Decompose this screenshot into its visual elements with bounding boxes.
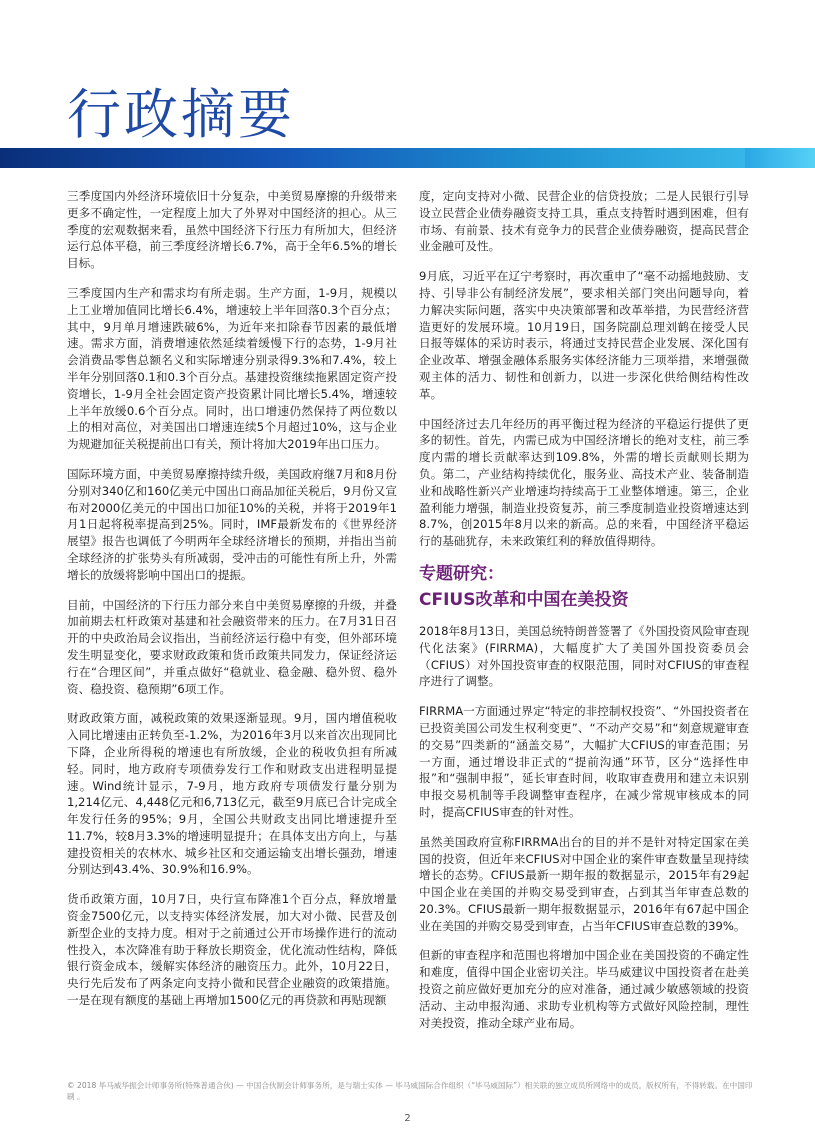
paragraph: 中国经济过去几年经历的再平衡过程为经济的平稳运行提供了更多的韧性。首先，内需已成为中国经济增长的绝对支柱，前三季度内需的增长贡献率达到109.8%，外需的增长贡献则长期为负。第二，产业结构持续优化，服务业、高技术产业、装备制造业和战略性新兴产业增速均持续高于工业整体增速。第三，企业盈利能力增强，制造业投资复苏，前三季度制造业投资增速达到 8.7%，创2015年8月以来的新高。总的来看，中国经济平稳运行的基础犹存，未来政策红利的释放值得期待。 (419, 416, 749, 549)
paragraph: 国际环境方面，中美贸易摩擦持续升级，美国政府继7月和8月份分别对340亿和160亿美元中国出口商品加征关税后，9月份又宣布对2000亿美元的中国出口加征10%的关税，并将于2019年1月1日起将税率提高到25%。同时，IMF最新发布的《世界经济展望》报告也调低了今明两年全球经济增长的预期，并指出当前全球经济的扩张势头有所减弱，受冲击的可能性有所上升，外需增长的放缓将影响中国出口的提振。 (67, 466, 397, 582)
paragraph: 三季度国内生产和需求均有所走弱。生产方面，1-9月，规模以上工业增加值同比增长6.4%，增速较上半年回落0.3个百分点；其中，9月单月增速跌破6%，为近年来扣除春节因素的最低增速。需求方面，消费增速依然延续着缓慢下行的态势，1-9月社会消费品零售总额名义和实际增速分别录得9.3%和7.4%，较上半年分别回落0.1和0.3个百分点。基建投资继续拖累固定资产投资增长，1-9月全社会固定资产投资累计同比增长5.4%，增速较上半年放缓0.6个百分点。同时，出口增速仍然保持了两位数以上的相对高位，对美国出口增速连续5个月超过10%，这与企业为规避加征关税提前出口有关，预计将加大2019年出口压力。 (67, 285, 397, 452)
paragraph: 2018年8月13日，美国总统特朗普签署了《外国投资风险审查现代化法案》(FIRRMA)，大幅度扩大了美国外国投资委员会（CFIUS）对外国投资审查的权限范围，同时对CFIUS的审查程序进行了调整。 (419, 623, 749, 689)
paragraph: 虽然美国政府宣称FIRRMA出台的目的并不是针对特定国家在美国的投资，但近年来CFIUS对中国企业的案件审查数量呈现持续增长的态势。CFIUS最新一期年报的数据显示，2015年有29起中国企业在美国的并购交易受到审查，占到其当年审查总数的20.3%。CFIUS最新一期年报数据显示，2016年有67起中国企业在美国的并购交易受到审查，占当年CFIUS审查总数的39%。 (419, 834, 749, 933)
section-subheading-title: CFIUS改革和中国在美投资 (419, 589, 629, 610)
paragraph: 三季度国内外经济环境依旧十分复杂，中美贸易摩擦的升级带来更多不确定性，一定程度上加大了外界对中国经济的担心。从三季度的宏观数据来看，虽然中国经济下行压力有所加大，但经济运行总体平稳，前三季度经济增长6.7%，高于全年6.5%的增长目标。 (67, 189, 397, 271)
copyright-footer: © 2018 毕马威华振会计师事务所(特殊普通合伙) — 中国合伙制会计师事务所，是与瑞士实体 — 毕马威国际合作组织（“毕马威国际”）相关联的独立成员所网络中的成员。版权所有，不得转载。在中国印刷 。 (67, 1081, 753, 1101)
paragraph: 目前，中国经济的下行压力部分来自中美贸易摩擦的升级，并叠加前期去杠杆政策对基建和社会融资带来的压力。在7月31日召开的中央政治局会议指出，当前经济运行稳中有变，但外部环境发生明显变化，要求财政政策和货币政策共同发力，保证经济运行在“合理区间”，并重点做好“稳就业、稳金融、稳外贸、稳外资、稳投资、稳预期”6项工作。 (67, 597, 397, 696)
page-number: 2 (404, 1113, 411, 1124)
section-subheading: 专题研究： (419, 563, 504, 584)
paragraph: FIRRMA一方面通过界定“特定的非控制权投资”、“外国投资者在已投资美国公司发生权利变更”、“不动产交易”和“刻意规避审查的交易”四类新的“涵盖交易”，大幅扩大CFIUS的审查范围；另一方面，通过增设非正式的“提前沟通”环节，区分“选择性申报”和“强制申报”，延长审查时间，收取审查费用和建立未识别申报交易机制等手段调整审查程序，在减少常规审核成本的同时，提高CFIUS审查的针对性。 (419, 704, 749, 819)
paragraph: 9月底，习近平在辽宁考察时，再次重申了“毫不动摇地鼓励、支持、引导非公有制经济发展”，要求相关部门突出问题导向，着力解决实际问题，落实中央决策部署和改革举措，为民营经济营造更好的发展环境。10月19日，国务院副总理刘鹤在接受人民日报等媒体的采访时表示，将通过支持民营企业发展、深化国有企业改革、增强金融体系服务实体经济能力三项举措，来增强微观主体的活力、韧性和创新力，以进一步深化供给侧结构性改革。 (419, 269, 749, 401)
header-color-band-accent (745, 148, 815, 168)
paragraph: 财政政策方面，减税政策的效果逐渐显现。9月，国内增值税收入同比增速由正转负至-1.2%，为2016年3月以来首次出现同比下降，企业所得税的增速也有所放缓，企业的税收负担有所减轻。同时，地方政府专项债券发行工作和财政支出进程明显提速。Wind统计显示，7-9月，地方政府专项债发行量分别为1,214亿元、4,448亿元和6,713亿元，截至9月底已合计完成全年发行任务的95%；9月，全国公共财政支出同比增速提升至11.7%，较8月3.3%的增速明显提升；在具体支出方向上，与基建投资相关的农林水、城乡社区和交通运输支出增长强劲，增速分别达到43.4%、30.9%和16.9%。 (67, 711, 397, 877)
paragraph: 度，定向支持对小微、民营企业的信贷投放；二是人民银行引导设立民营企业债券融资支持工具，重点支持暂时遇到困难，但有市场、有前景、技术有竞争力的民营企业债券融资，提高民营企业金融可及性。 (419, 189, 749, 254)
left-column (67, 188, 397, 1022)
right-column (419, 188, 749, 1044)
paragraph: 货币政策方面，10月7日，央行宣布降准1个百分点，释放增量资金7500亿元，以支持实体经济发展，加大对小微、民营及创新型企业的支持力度。相对于之前通过公开市场操作进行的流动性投入，本次降准有助于释放长期资金，优化流动性结构，降低银行资金成本，缓解实体经济的融资压力。此外，10月22日，央行先后发布了两条定向支持小微和民营企业融资的政策措施。一是在现有额度的基础上再增加1500亿元的再贷款和再贴现额 (67, 892, 397, 1008)
header-color-band (0, 148, 815, 168)
paragraph: 但新的审查程序和范围也将增加中国企业在美国投资的不确定性和难度，值得中国企业密切关注。毕马威建议中国投资者在赴美投资之前应做好更加充分的应对准备，通过减少敏感领域的投资活动、主动申报沟通、求助专业机构等方式做好风险控制，理性对美投资，推动全球产业布局。 (419, 948, 749, 1030)
page-title: 行政摘要 (67, 83, 295, 146)
